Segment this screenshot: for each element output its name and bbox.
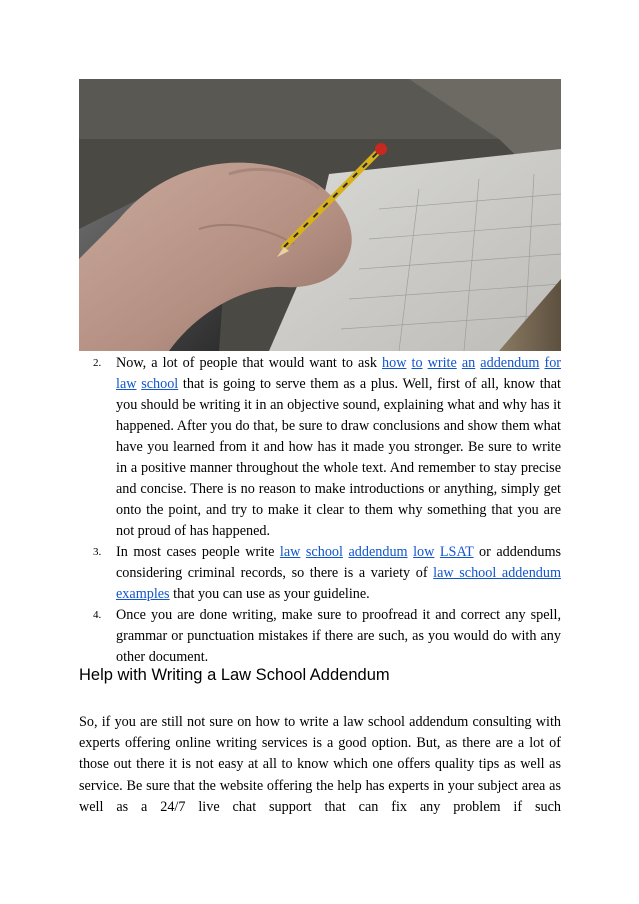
numbered-list	[80, 353, 561, 668]
text-link[interactable]: low	[413, 544, 435, 560]
text-link[interactable]: addendum	[348, 544, 408, 560]
list-number: 3.	[93, 546, 102, 558]
text-link[interactable]: an	[461, 355, 476, 371]
photo-hand-writing	[79, 79, 561, 351]
text-link[interactable]: law school addendum examples	[116, 565, 562, 602]
text-link[interactable]: law	[116, 376, 137, 392]
list-number: 2.	[93, 357, 102, 369]
list-item	[80, 605, 561, 668]
list-item	[80, 353, 561, 542]
list-number: 4.	[93, 609, 102, 621]
text-link[interactable]: school	[305, 544, 343, 560]
text-link[interactable]: how	[382, 355, 407, 371]
text-link[interactable]: school	[141, 376, 179, 392]
list-item-text: In most cases people write law school addendum low LSAT or addendums considering criminal records, so there is a variety of law school addendum examples that you can use as your guideline.	[116, 544, 562, 602]
list-item-text: Now, a lot of people that would want to ask how to write an addendum for law school that is going to serve them as a plus. Well, first of all, know that you should be writing it in an objective sound, explaining what and why has it happened. After you do that, be sure to draw conclusions and show them what have you learned from it and how has it made you stronger. Be sure to write in a positive manner throughout the whole text. And remember to stay precise and concise. There is no reason to make introductions or anything, simply get onto the point, and try to make it clear to them why something that you are not proud of has happened.	[116, 355, 562, 539]
text-link[interactable]: write	[427, 355, 457, 371]
text-link[interactable]: LSAT	[439, 544, 474, 560]
section-heading: Help with Writing a Law School Addendum	[79, 666, 390, 684]
photo-illustration	[79, 79, 561, 351]
body-paragraph: So, if you are still not sure on how to write a law school addendum consulting with experts offering online writing services is a good option. But, as there are a lot of those out there it is not easy at all to know which one offers quality tips as well as service. Be sure that the website offering the help has experts in your subject area as well as a 24/7 live chat support that can fix any problem if such	[79, 714, 561, 815]
list-item	[80, 542, 561, 605]
list-item-text: Once you are done writing, make sure to proofread it and correct any spell, grammar or punctuation mistakes if there are such, as you would do with any other document.	[116, 607, 561, 665]
text-link[interactable]: for	[544, 355, 562, 371]
text-link[interactable]: to	[411, 355, 423, 371]
text-link[interactable]: addendum	[480, 355, 540, 371]
text-link[interactable]: law	[279, 544, 301, 560]
